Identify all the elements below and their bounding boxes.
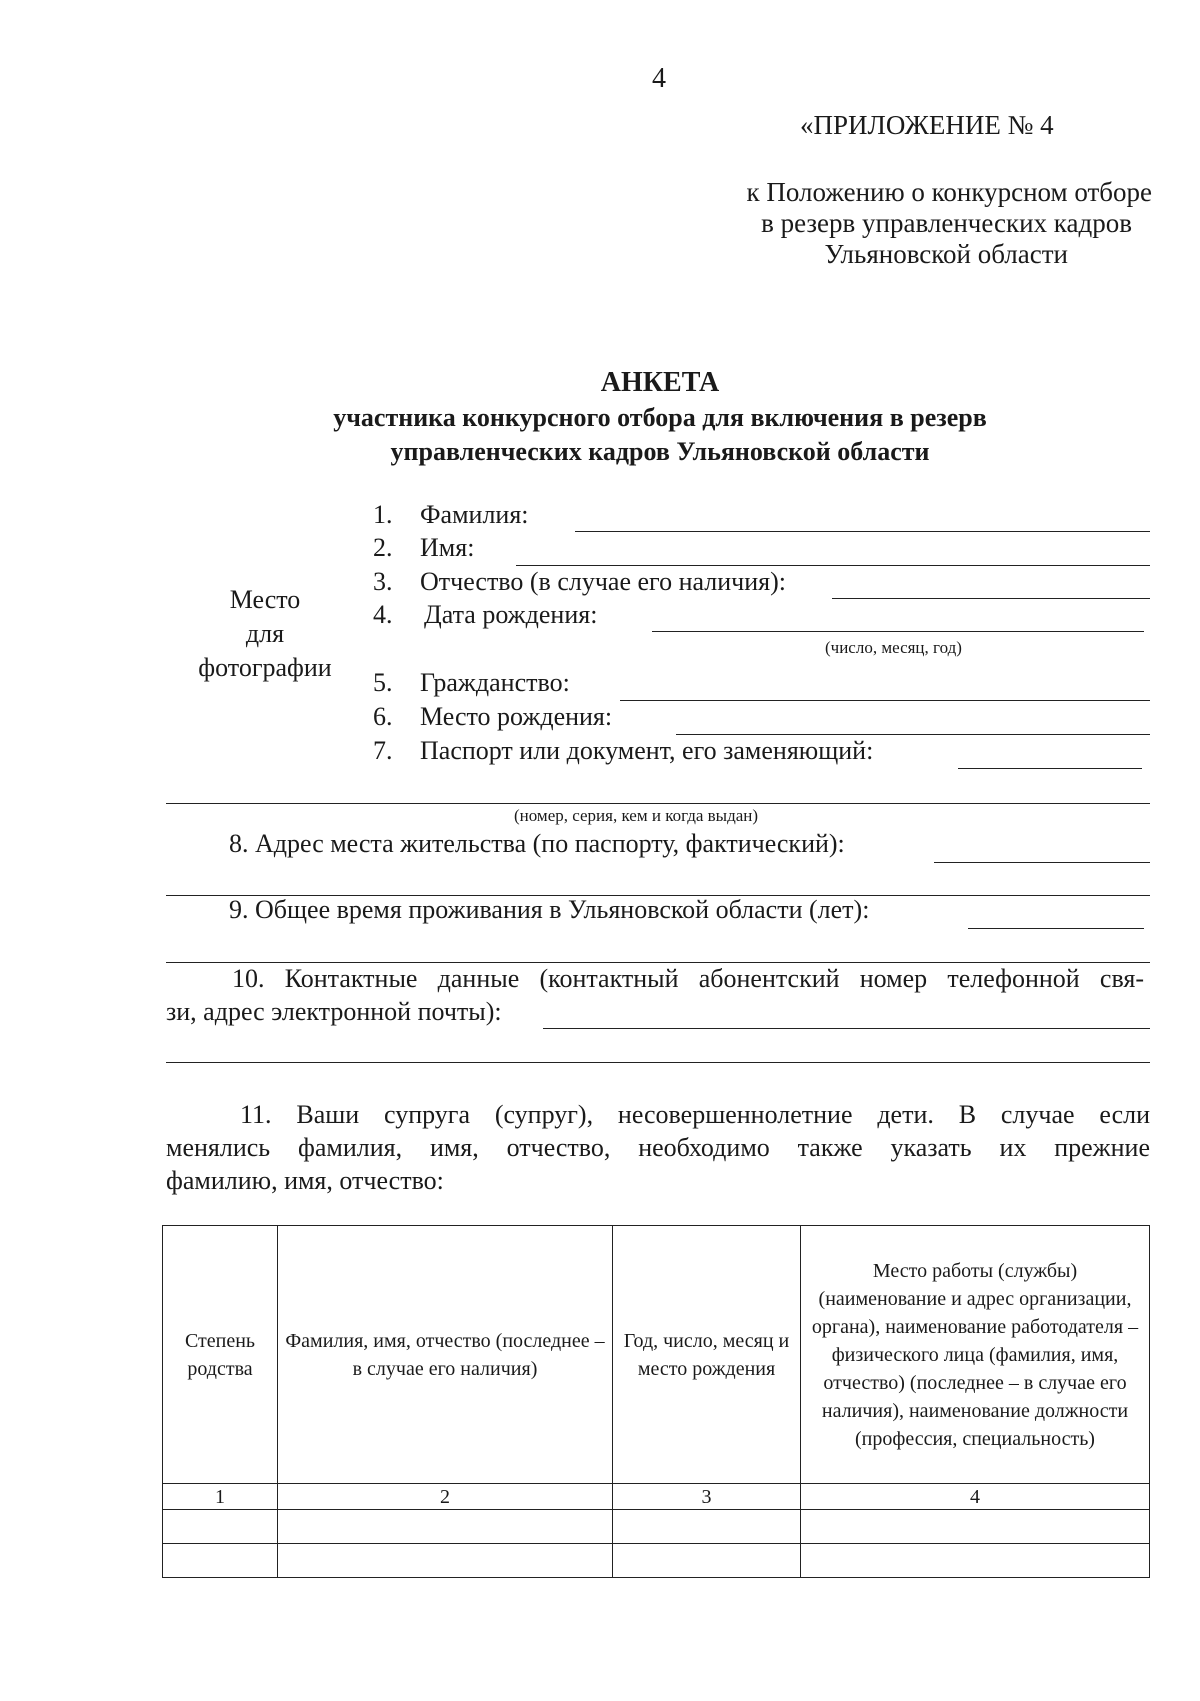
field-6-label: Место рождения:	[420, 702, 613, 731]
field-6-input-line[interactable]	[676, 734, 1150, 735]
table-cell[interactable]	[613, 1510, 801, 1544]
field-3-label: Отчество (в случае его наличия):	[420, 567, 786, 596]
field-9-input-line[interactable]	[968, 928, 1144, 929]
field-5-number: 5.	[373, 668, 393, 697]
column-number-4: 4	[801, 1484, 1150, 1510]
field-7-label: Паспорт или документ, его заменяющий:	[420, 736, 874, 765]
header-full-name: Фамилия, имя, отчество (последнее – в случае его наличия)	[278, 1226, 613, 1484]
field-2-number: 2.	[373, 533, 393, 562]
table-cell[interactable]	[613, 1544, 801, 1578]
field-8-input-line[interactable]	[934, 862, 1150, 863]
table-cell[interactable]	[278, 1510, 613, 1544]
appendix-ref-2: в резерв управленческих кадров	[761, 208, 1132, 238]
photo-label-2: для	[245, 619, 285, 648]
field-3-input-line[interactable]	[832, 598, 1150, 599]
field-7-number: 7.	[373, 736, 393, 765]
field-4-hint: (число, месяц, год)	[825, 638, 962, 657]
field-10-input-line-2[interactable]	[166, 1062, 1150, 1063]
column-number-3: 3	[613, 1484, 801, 1510]
form-subtitle-2: управленческих кадров Ульяновской области	[390, 437, 930, 466]
header-workplace: Место работы (службы) (наименование и адрес организации, органа), наименование работодателя – физического лица (фамилия, имя, отчество) (последнее – в случае его наличия), наименование должности (профессия, специальность)	[801, 1226, 1150, 1484]
field-9-input-line-2[interactable]	[166, 962, 1150, 963]
appendix-ref-1: к Положению о конкурсном отборе	[746, 177, 1152, 207]
table-cell[interactable]	[801, 1544, 1150, 1578]
photo-label-1: Место	[229, 585, 301, 614]
table-column-numbers-row	[163, 1484, 1150, 1510]
field-1-number: 1.	[373, 500, 393, 529]
field-3-number: 3.	[373, 567, 393, 596]
field-11-line-1: 11. Ваши супруга (супруг), несовершеннолетние дети. В случае если	[240, 1100, 1150, 1129]
field-4-input-line[interactable]	[652, 631, 1144, 632]
table-header-row	[163, 1226, 1150, 1484]
field-7-input-line[interactable]	[958, 768, 1142, 769]
field-7-input-line-2[interactable]	[166, 803, 1150, 804]
field-11-line-3: фамилию, имя, отчество:	[166, 1166, 444, 1195]
field-11-line-2: менялись фамилия, имя, отчество, необходимо также указать их прежние	[166, 1133, 1150, 1162]
table-row	[163, 1510, 1150, 1544]
page-number: 4	[652, 63, 666, 94]
appendix-ref-3: Ульяновской области	[824, 239, 1068, 269]
form-subtitle-1: участника конкурсного отбора для включения в резерв	[333, 403, 987, 432]
table-cell[interactable]	[163, 1544, 278, 1578]
field-7-hint: (номер, серия, кем и когда выдан)	[514, 806, 759, 825]
photo-label-3: фотографии	[198, 653, 332, 682]
field-10-line-1: 10. Контактные данные (контактный абонентский номер телефонной свя-	[232, 964, 1144, 993]
field-5-label: Гражданство:	[420, 668, 570, 697]
header-birth: Год, число, месяц и место рождения	[613, 1226, 801, 1484]
field-2-label: Имя:	[420, 533, 475, 562]
field-9-label: 9. Общее время проживания в Ульяновской области (лет):	[229, 895, 870, 924]
field-4-number: 4.	[373, 600, 393, 629]
table-row	[163, 1544, 1150, 1578]
field-5-input-line[interactable]	[620, 700, 1150, 701]
field-4-label: Дата рождения:	[424, 600, 598, 629]
table-cell[interactable]	[278, 1544, 613, 1578]
table-cell[interactable]	[163, 1510, 278, 1544]
relatives-table	[162, 1225, 1150, 1578]
header-relation: Степень родства	[163, 1226, 278, 1484]
appendix-title: «ПРИЛОЖЕНИЕ № 4	[800, 110, 1054, 140]
column-number-2: 2	[278, 1484, 613, 1510]
field-1-label: Фамилия:	[420, 500, 529, 529]
column-number-1: 1	[163, 1484, 278, 1510]
field-1-input-line[interactable]	[575, 531, 1150, 532]
field-6-number: 6.	[373, 702, 393, 731]
form-title: АНКЕТА	[600, 367, 720, 398]
field-8-label: 8. Адрес места жительства (по паспорту, фактический):	[229, 829, 845, 858]
field-10-line-2: зи, адрес электронной почты):	[166, 997, 502, 1026]
table-cell[interactable]	[801, 1510, 1150, 1544]
field-10-input-line[interactable]	[543, 1028, 1150, 1029]
field-2-input-line[interactable]	[516, 565, 1150, 566]
